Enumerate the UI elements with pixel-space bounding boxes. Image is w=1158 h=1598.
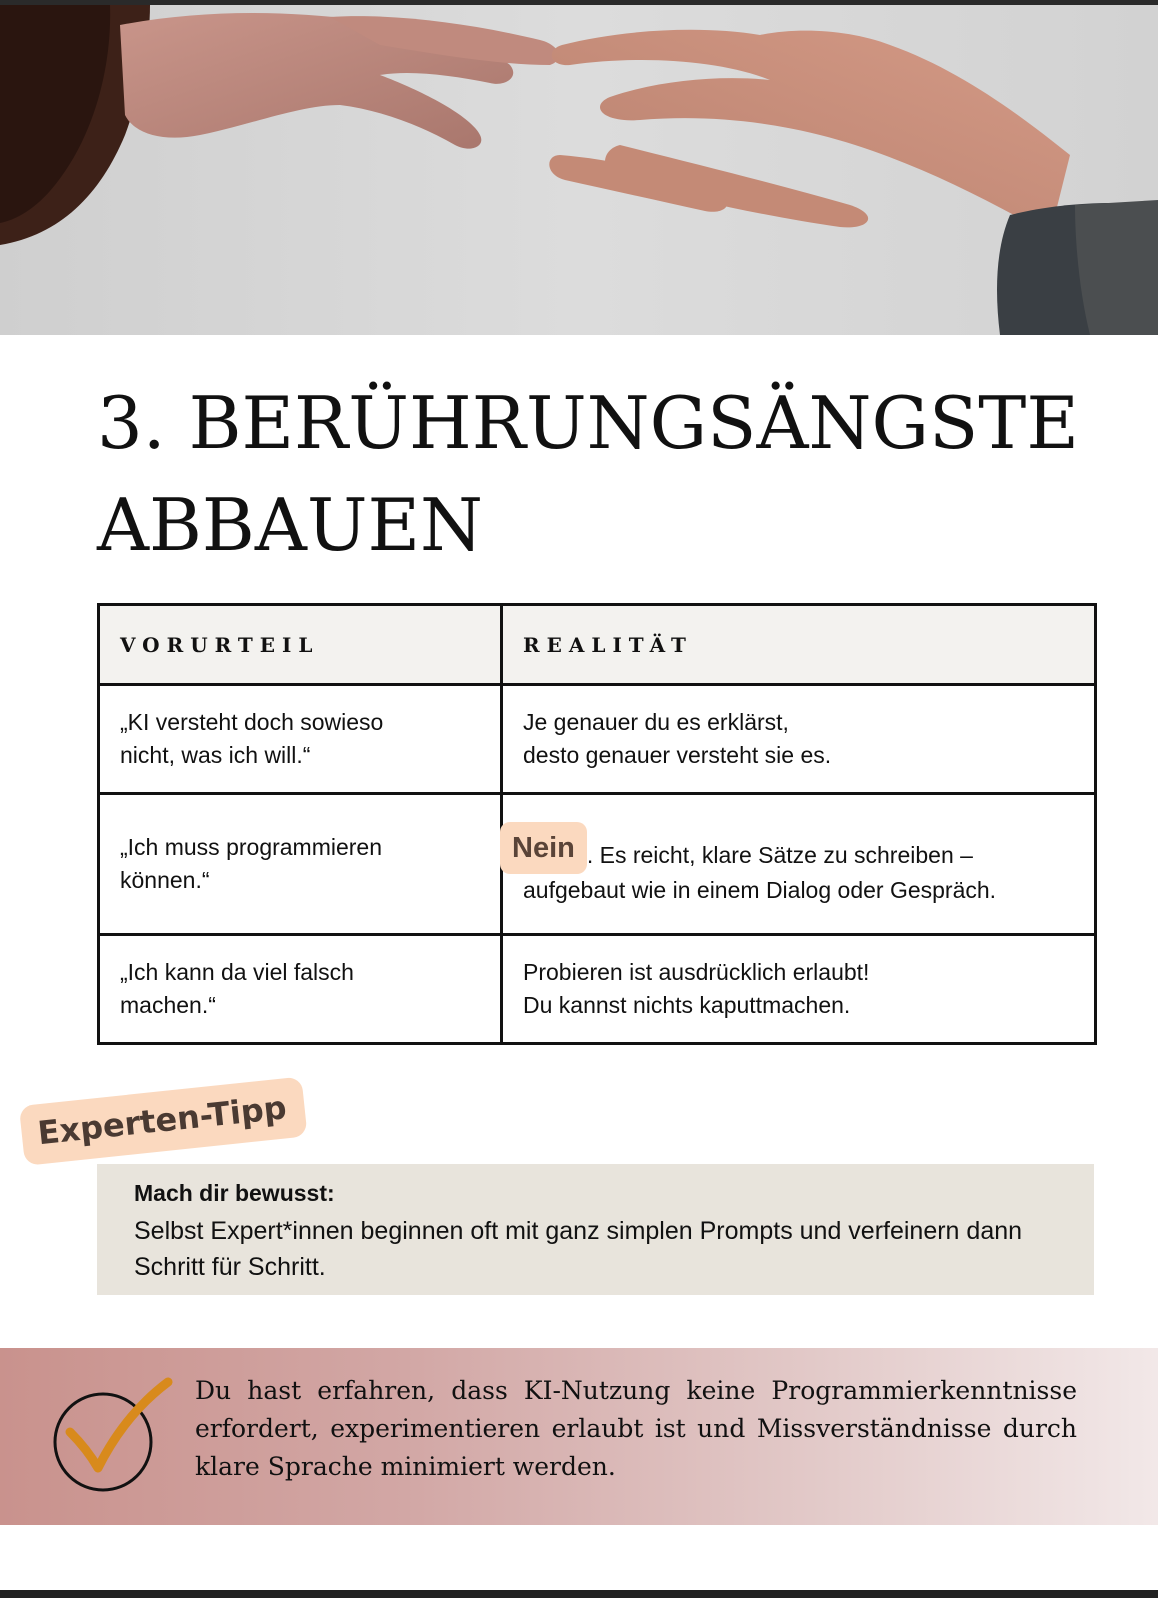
hands-illustration: [0, 5, 1158, 335]
prejudice-text: „KI versteht doch sowieso nicht, was ich will.“: [120, 709, 384, 768]
hero-image-hands: [0, 5, 1158, 335]
table-row: [99, 935, 1096, 1044]
expert-tip-badge: Experten-Tipp: [19, 1076, 308, 1165]
prejudice-text: „Ich muss programmieren können.“: [120, 834, 383, 893]
summary-text: Du hast erfahren, dass KI-Nutzung keine Programmierkenntnisse erfordert, experimentieren erlaubt ist und Missverständnisse durch klare Sprache minimiert werden.: [195, 1376, 1077, 1481]
prejudice-cell: [99, 685, 502, 794]
table-row: [99, 685, 1096, 794]
summary-banner: [0, 1348, 1158, 1525]
table-row: [99, 794, 1096, 935]
reality-cell: [502, 685, 1096, 794]
prejudice-cell: [99, 935, 502, 1044]
header-realitaet: REALITÄT: [502, 605, 1096, 685]
tip-text: Selbst Expert*innen beginnen oft mit ganz simplen Prompts und verfeinern dann Schritt für Schritt.: [134, 1217, 1023, 1281]
expert-tip-box: [97, 1164, 1094, 1295]
bottom-border: [0, 1590, 1158, 1598]
page-title: 3. BERÜHRUNGSÄNGSTE ABBAUEN: [97, 381, 1079, 567]
header-vorurteil: VORURTEIL: [99, 605, 502, 685]
reality-text: Probieren ist ausdrücklich erlaubt! Du kannst nichts kaputtmachen.: [523, 959, 870, 1018]
table-header-row: [99, 605, 1096, 685]
prejudice-text: „Ich kann da viel falsch machen.“: [120, 959, 354, 1018]
reality-cell: [502, 794, 1096, 935]
reality-cell: [502, 935, 1096, 1044]
checkmark-circle-icon: [48, 1370, 178, 1500]
prejudice-cell: [99, 794, 502, 935]
tip-heading: Mach dir bewusst:: [134, 1180, 335, 1206]
prejudice-reality-table: [97, 603, 1097, 1045]
highlight-badge: Nein: [500, 822, 587, 874]
reality-text: . Es reicht, klare Sätze zu schreiben – aufgebaut wie in einem Dialog oder Gespräch.: [523, 841, 997, 903]
reality-text: Je genauer du es erklärst, desto genauer versteht sie es.: [523, 709, 832, 768]
